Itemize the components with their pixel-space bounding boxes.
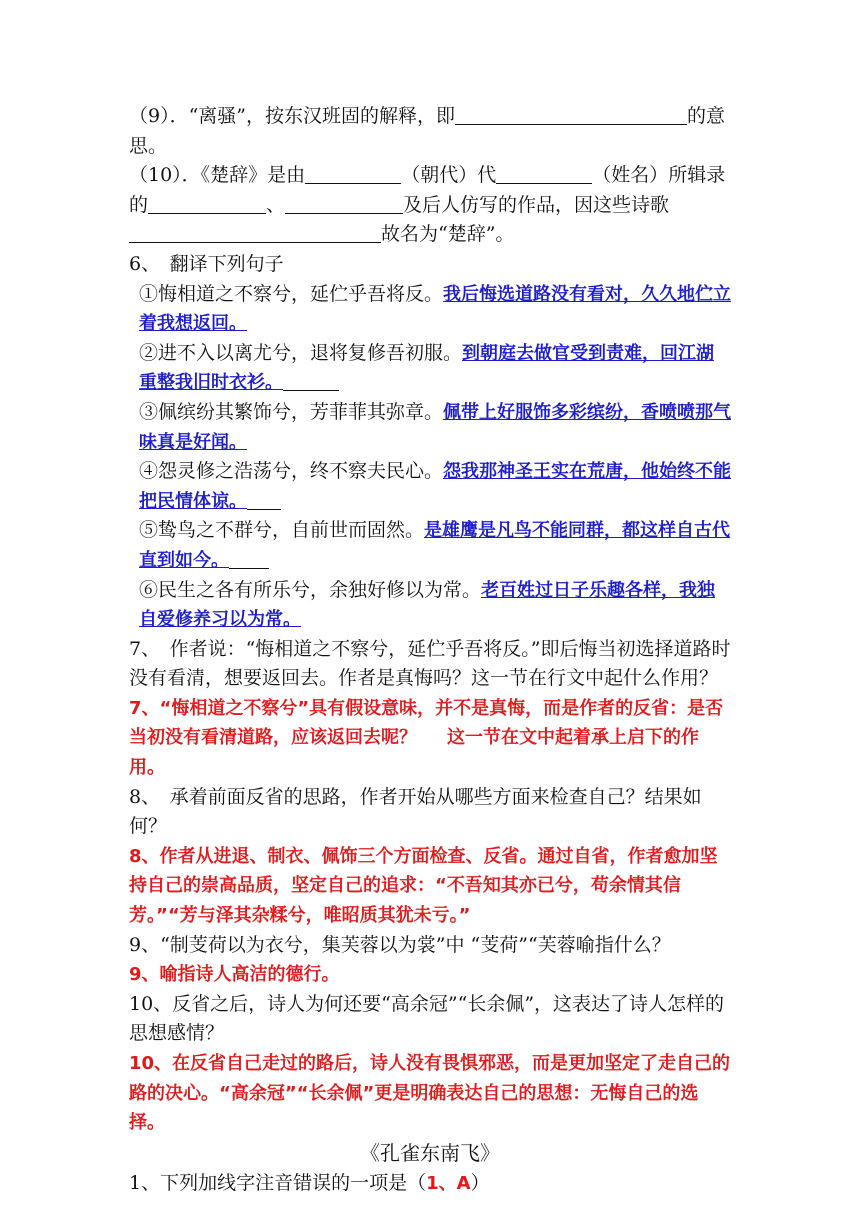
q10-text: 、	[266, 193, 286, 216]
q9-text-end: 的意思。	[129, 105, 726, 157]
q9-text: （9）．“离骚”，按东汉班固的解释，即	[129, 105, 456, 127]
answer-7	[129, 694, 731, 783]
question-10-fill	[129, 161, 731, 250]
q10-text: 故名为“楚辞”。	[381, 223, 515, 246]
source-sentence: ③佩缤纷其繁饰兮，芳菲菲其弥章。	[139, 400, 444, 423]
question-10: 10、反省之后，诗人为何还要“高余冠”“长余佩”，这表达了诗人怎样的思想感情？	[129, 992, 725, 1045]
underline-tail	[229, 548, 269, 569]
translation-item	[129, 280, 731, 339]
translation-answer: 到朝庭去做官受到责难，回江湖重整我旧时衣衫。	[139, 342, 715, 394]
underline-tail	[283, 370, 339, 391]
fill-blank	[129, 222, 381, 243]
fill-blank	[496, 163, 592, 184]
translation-answer: 是雄鹰是凡鸟不能同群，都这样自古代直到如今。	[139, 520, 731, 571]
fill-blank	[148, 193, 266, 214]
fill-blank	[285, 193, 403, 214]
q10-text: 及后人仿写的作品，因这些诗歌	[403, 193, 670, 216]
fill-blank	[455, 104, 687, 125]
answer-8: 8、作者从进退、制衣、佩饰三个方面检查、反省。通过自省，作者愈加坚持自己的崇高品质，坚定自己的追求：“不吾知其亦已兮，苟余情其信芳。”“芳与泽其杂糅兮，唯昭质其犹未亏。”	[129, 845, 718, 927]
source-sentence: ⑤鸷鸟之不群兮，自前世而固然。	[139, 519, 425, 542]
question-6-heading: 6、 翻译下列句子	[129, 252, 284, 275]
answer-10: 10、在反省自己走过的路后，诗人没有畏惧邪恶，而是更加坚定了走自己的路的决心。“高余冠”“长余佩”更是明确表达自己的思想：无悔自己的选择。	[129, 1053, 731, 1134]
translation-answer: 怨我那神圣王实在荒唐，他始终不能把民情体谅。	[139, 461, 732, 512]
source-sentence: ②进不入以离尤兮，退将复修吾初服。	[139, 341, 463, 364]
q10-text: （10）．《楚辞》是由	[129, 164, 306, 187]
question-close: ）	[470, 1171, 490, 1194]
translation-answer: 我后悔选道路没有看对，久久地伫立着我想返回。	[139, 283, 732, 335]
translation-answer: 佩带上好服饰多彩缤纷，香喷喷那气味真是好闻。	[139, 401, 732, 453]
translation-item	[129, 398, 731, 457]
translation-item	[129, 576, 731, 635]
question-9: 9、“制芰荷以为衣兮，集芙蓉以为裳”中 “芰荷”“芙蓉喻指什么？	[129, 933, 671, 956]
answer-7-part: 7、“悔相道之不察兮”具有假设意味，并不是真悔，而是作者的反省：是否当初没有看清道路，应该返回去呢？	[129, 697, 724, 749]
translation-item	[129, 457, 731, 516]
translation-item	[129, 516, 731, 575]
answer-7-part: 这一节在文中起着承上启下的作用。	[129, 727, 699, 779]
kongque-question-1	[129, 1169, 731, 1199]
question-8: 8、 承着前面反省的思路，作者开始从哪些方面来检查自己？结果如何？	[129, 785, 702, 838]
q10-text: （姓名）所辑录的	[129, 164, 726, 216]
section-title: 《孔雀东南飞》	[360, 1140, 500, 1165]
underline-tail	[247, 489, 281, 510]
answer-choice: 1、A	[426, 1172, 471, 1194]
source-sentence: ⑥民生之各有所乐兮，余独好修以为常。	[139, 578, 482, 601]
question-9-fill	[129, 102, 731, 161]
translation-answer: 老百姓过日子乐趣各样，我独自爱修养习以为常。	[139, 579, 716, 631]
source-sentence: ④怨灵修之浩荡兮，终不察夫民心。	[139, 460, 444, 483]
question-text: 1、下列加线字注音错误的一项是（	[129, 1171, 427, 1194]
source-sentence: ①悔相道之不察兮，延伫乎吾将反。	[139, 282, 444, 305]
q10-text: （朝代）代	[401, 164, 497, 187]
translation-item	[129, 339, 731, 398]
question-7: 7、 作者说：“悔相道之不察兮，延伫乎吾将反。”即后悔当初选择道路时没有看清，想要返回去。作者是真悔吗？这一节在行文中起什么作用？	[129, 637, 731, 690]
document-body	[129, 102, 731, 1198]
fill-blank	[305, 163, 401, 184]
answer-9: 9、喻指诗人高洁的德行。	[129, 964, 340, 986]
